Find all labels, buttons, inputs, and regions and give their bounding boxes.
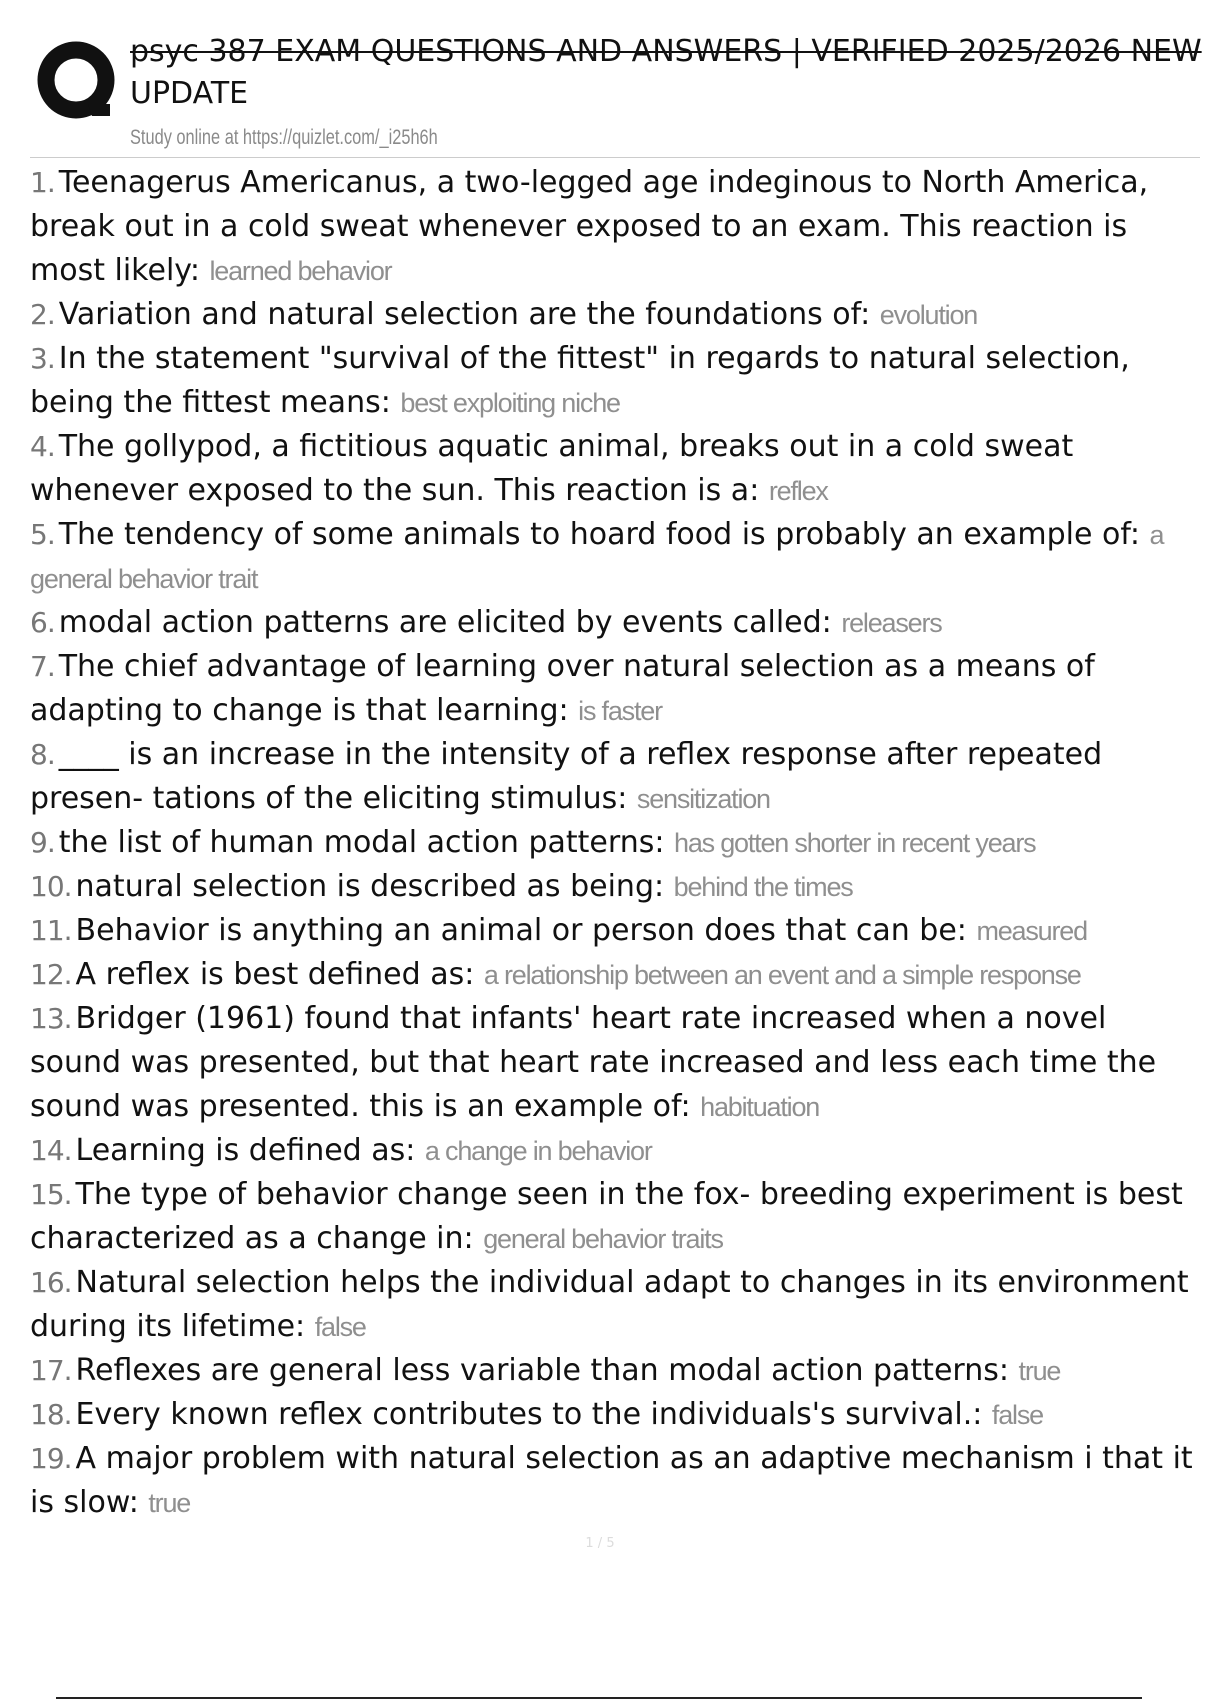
qa-list [30, 161, 1203, 1525]
answer-text: is faster [578, 696, 662, 726]
answer-text: habituation [700, 1092, 820, 1122]
qa-item [30, 1261, 1200, 1349]
answer-text: a change in behavior [424, 1136, 652, 1166]
qa-item [30, 645, 1200, 733]
answer-text: true [1018, 1356, 1061, 1386]
document-header [30, 30, 1200, 160]
qa-item [30, 909, 1200, 953]
qa-item [30, 1393, 1200, 1437]
question-text: modal action patterns are elicited by events called: [58, 605, 832, 640]
question-number: 2. [30, 298, 55, 331]
question-number: 10. [30, 870, 72, 903]
question-number: 11. [30, 914, 72, 947]
question-number: 7. [30, 650, 55, 683]
qa-item [30, 1349, 1200, 1393]
question-text: The chief advantage of learning over natural selection as a means of adapting to change is that learning: [30, 649, 1105, 728]
answer-text: false [314, 1312, 366, 1342]
answer-text: false [991, 1400, 1043, 1430]
question-text: natural selection is described as being: [75, 869, 665, 904]
answer-text: releasers [841, 608, 942, 638]
question-number: 18. [30, 1398, 72, 1431]
answer-text: reflex [768, 476, 828, 506]
question-text: Behavior is anything an animal or person does that can be: [75, 913, 967, 948]
question-number: 14. [30, 1134, 72, 1167]
question-number: 1. [30, 166, 55, 199]
question-text: Every known reflex contributes to the individuals's survival.: [75, 1397, 983, 1432]
question-text: the list of human modal action patterns: [58, 825, 665, 860]
qa-item [30, 513, 1200, 601]
question-number: 12. [30, 958, 72, 991]
qa-item [30, 1129, 1200, 1173]
qa-item [30, 1437, 1203, 1525]
page-number: 1 / 5 [585, 1536, 615, 1551]
answer-text: a general behavior trait [30, 520, 1170, 594]
question-text: A reflex is best defined as: [75, 957, 475, 992]
question-text: The gollypod, a fictitious aquatic animal, breaks out in a cold sweat whenever exposed to the sun. This reaction is a: [30, 429, 1083, 508]
question-number: 17. [30, 1354, 72, 1387]
answer-text: has gotten shorter in recent years [674, 828, 1036, 858]
footer-divider [56, 1697, 1142, 1699]
quizlet-q-logo-icon [30, 34, 140, 144]
header-divider [30, 157, 1200, 158]
question-number: 8. [30, 738, 55, 771]
qa-item [30, 337, 1200, 425]
qa-item [30, 997, 1200, 1129]
question-number: 13. [30, 1002, 72, 1035]
answer-text: learned behavior [209, 256, 392, 286]
qa-item [30, 953, 1200, 997]
question-text: Reflexes are general less variable than modal action patterns: [75, 1353, 1009, 1388]
qa-item [30, 1173, 1200, 1261]
answer-text: general behavior traits [483, 1224, 723, 1254]
qa-item [30, 425, 1200, 513]
question-text: The tendency of some animals to hoard food is probably an example of: [58, 517, 1140, 552]
qa-item [30, 293, 1200, 337]
study-online-link-text: Study online at https://quizlet.com/_i25h6h [130, 126, 438, 149]
question-number: 9. [30, 826, 55, 859]
answer-text: sensitization [636, 784, 770, 814]
question-number: 16. [30, 1266, 72, 1299]
answer-text: a relationship between an event and a simple response [483, 960, 1081, 990]
qa-item [30, 821, 1200, 865]
question-text: Bridger (1961) found that infants' heart rate increased when a novel sound was presented, but that heart rate increased and less each time the sound was presented. this is an example of: [30, 1001, 1166, 1124]
question-number: 3. [30, 342, 55, 375]
document-title-line1: psyc 387 EXAM QUESTIONS AND ANSWERS | VERIFIED 2025/2026 NEW [130, 34, 1202, 69]
question-text: Learning is defined as: [75, 1133, 416, 1168]
qa-item [30, 601, 1200, 645]
question-text: Variation and natural selection are the foundations of: [58, 297, 871, 332]
qa-item [30, 161, 1200, 293]
question-text: ____ is an increase in the intensity of a reflex response after repeated presen- tations of the eliciting stimulus: [30, 737, 1112, 816]
question-number: 15. [30, 1178, 72, 1211]
question-number: 6. [30, 606, 55, 639]
question-text: A major problem with natural selection as an adaptive mechanism i that it is slow: [30, 1441, 1203, 1520]
answer-text: measured [976, 916, 1087, 946]
question-number: 19. [30, 1442, 72, 1475]
answer-text: true [148, 1488, 191, 1518]
qa-item [30, 865, 1200, 909]
document-title-line2: UPDATE [130, 76, 249, 111]
question-text: In the statement "survival of the fittest" in regards to natural selection, being the fittest means: [30, 341, 1140, 420]
question-text: The type of behavior change seen in the fox- breeding experiment is best characterized as a change in: [30, 1177, 1193, 1256]
answer-text: behind the times [673, 872, 853, 902]
answer-text: best exploiting niche [400, 388, 620, 418]
question-number: 5. [30, 518, 55, 551]
question-text: Teenagerus Americanus, a two-legged age indeginous to North America, break out in a cold sweat whenever exposed to an exam. This reaction is most likely: [30, 165, 1158, 288]
title-block [130, 30, 1210, 150]
question-text: Natural selection helps the individual adapt to changes in its environment during its lifetime: [30, 1265, 1199, 1344]
question-number: 4. [30, 430, 55, 463]
qa-item [30, 733, 1200, 821]
answer-text: evolution [879, 300, 978, 330]
